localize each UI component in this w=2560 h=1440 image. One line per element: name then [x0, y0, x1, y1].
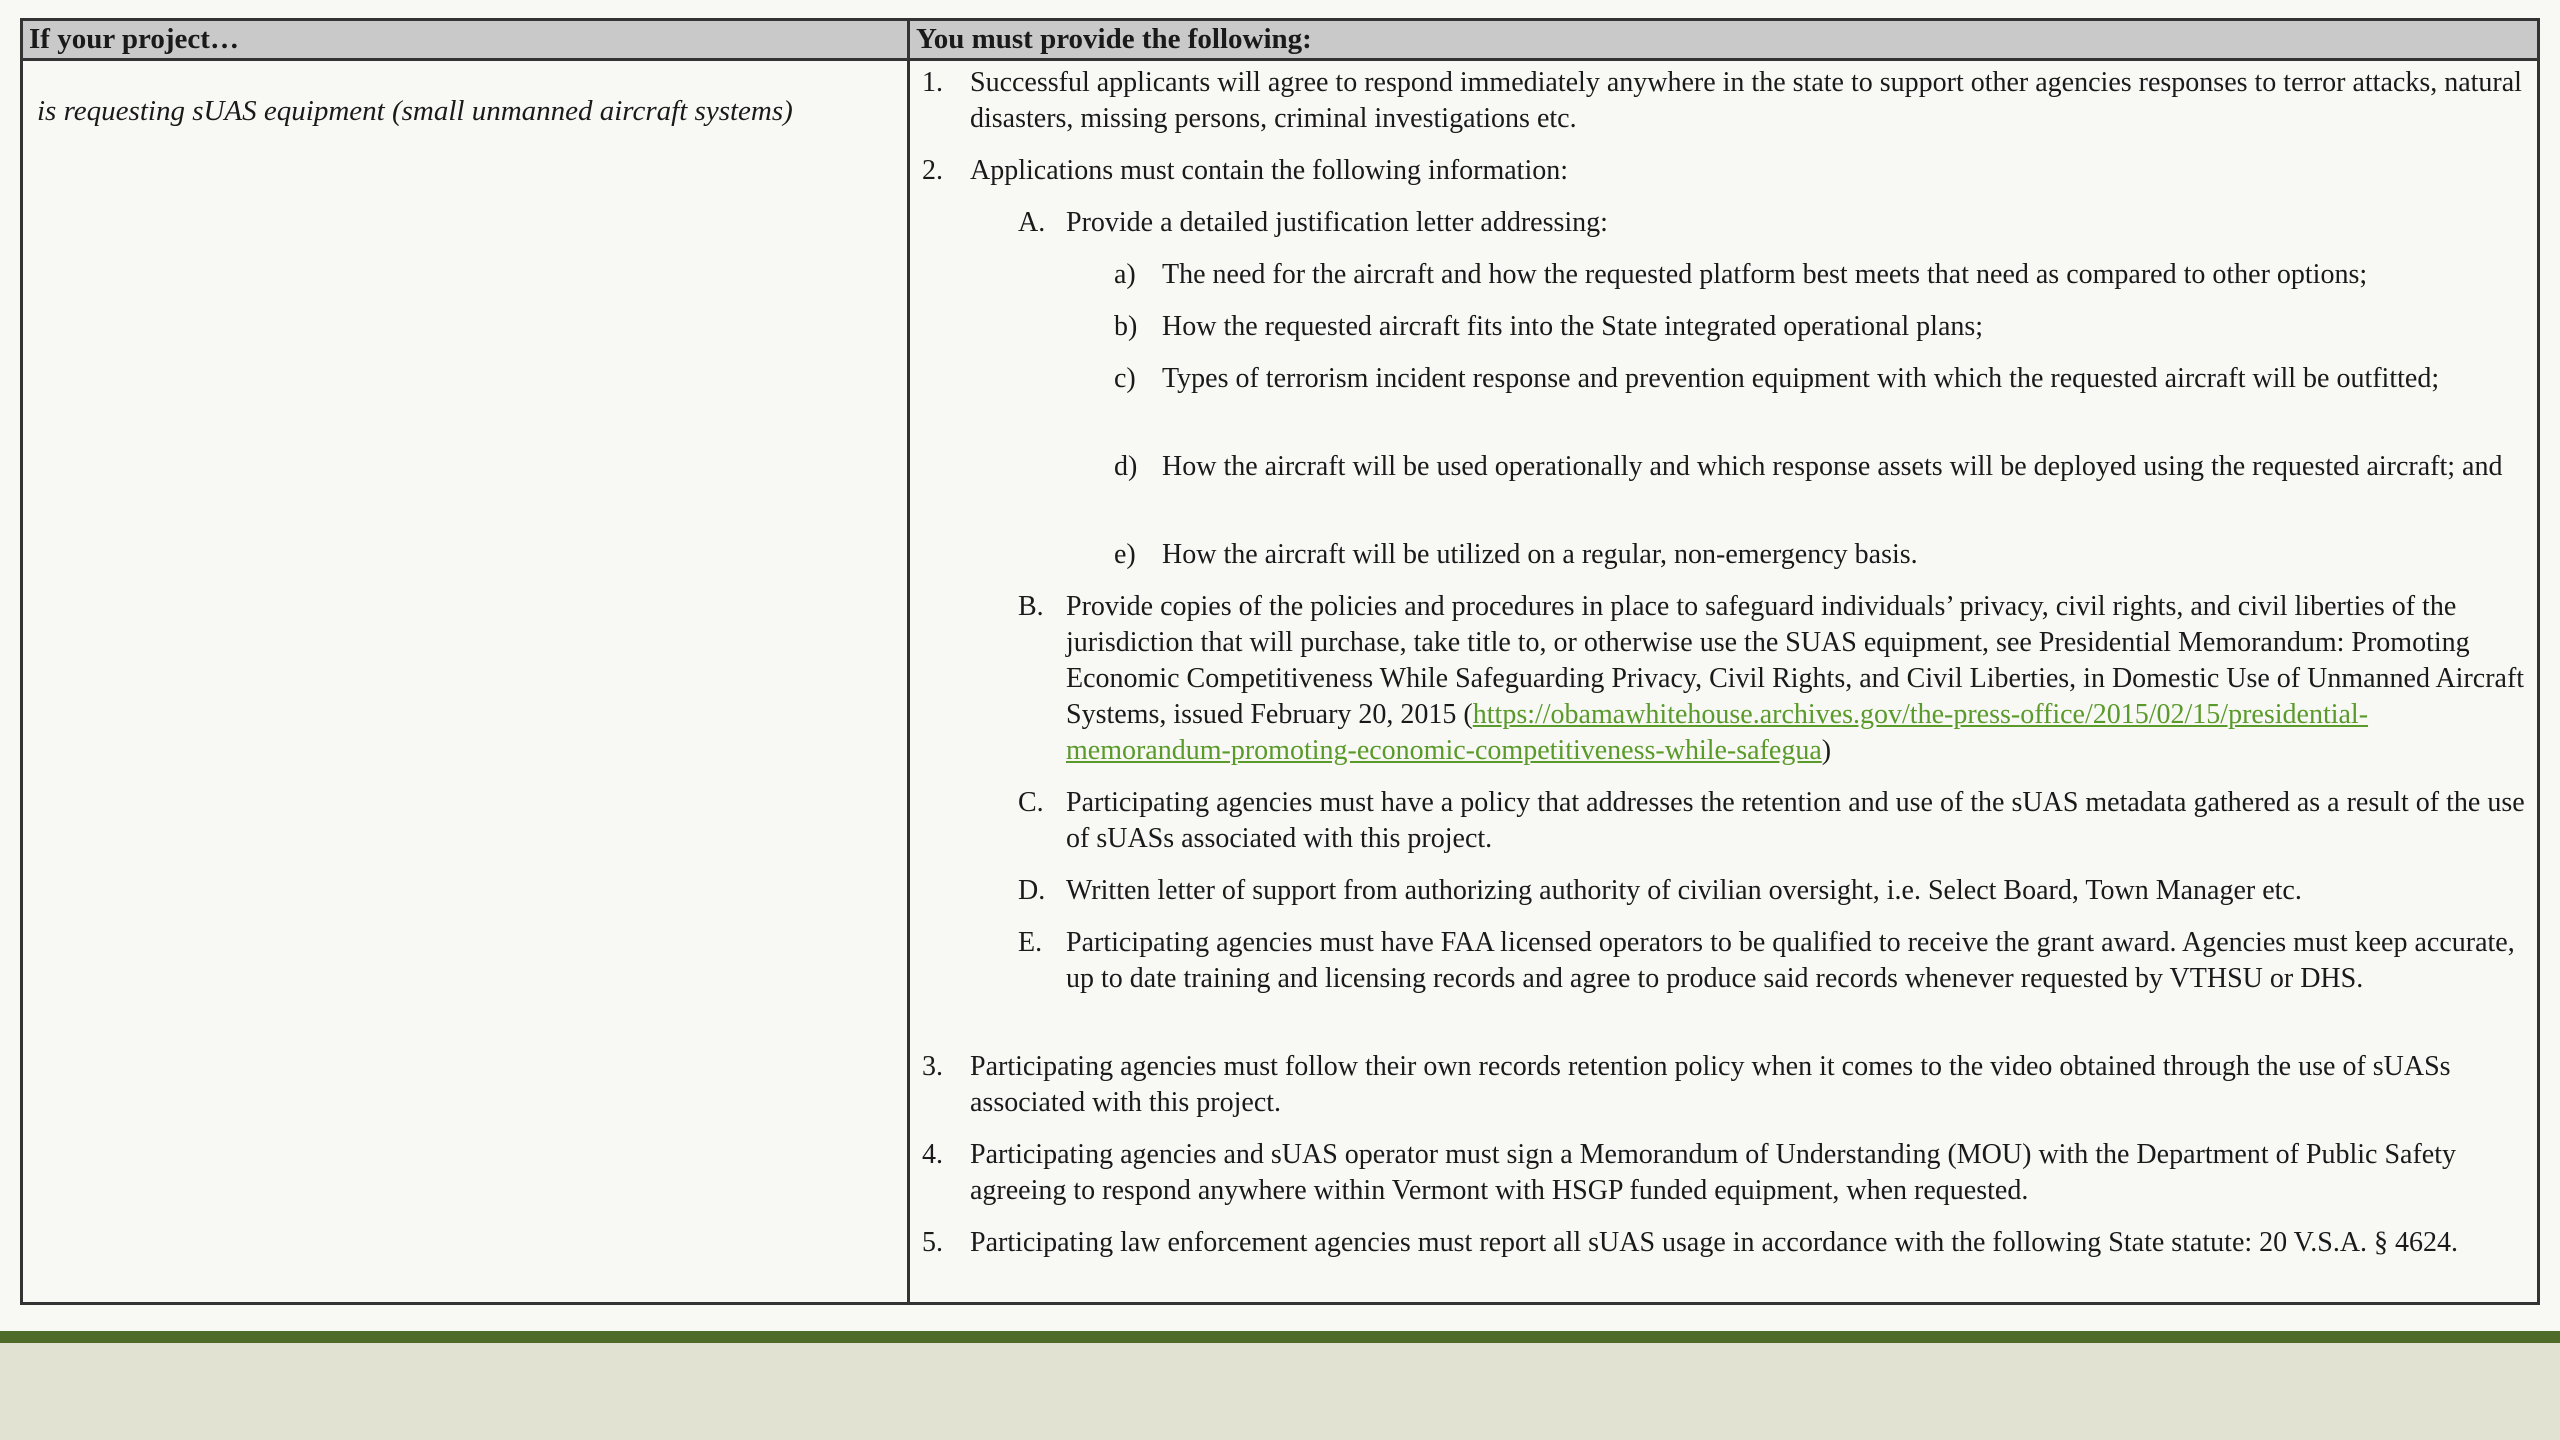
list-marker: a) [1114, 259, 1136, 290]
requirement-text: Types of terrorism incident response and prevention equipment with which the requested aircraft will be outfitted; [1162, 363, 2440, 394]
presidential-memorandum-link[interactable]: https://obamawhitehouse.archives.gov/the-press-office/2015/02/15/presidential-memorandum-promoting-economic-competitiveness-while-safegua [1066, 699, 2369, 766]
project-type-cell: is requesting sUAS equipment (small unmanned aircraft systems) [23, 61, 910, 1302]
list-marker: C. [1018, 787, 1044, 818]
requirement-2a-e [1114, 537, 2525, 573]
list-marker: 2. [922, 155, 943, 186]
list-marker: 3. [922, 1051, 943, 1082]
slide-footer-rule [0, 1331, 2560, 1343]
requirement-text: How the requested aircraft fits into the State integrated operational plans; [1162, 311, 1984, 342]
list-marker: D. [1018, 875, 1046, 906]
requirement-3 [922, 1049, 2525, 1121]
requirement-text: Participating agencies must have FAA licensed operators to be qualified to receive the grant award. Agencies must keep accurate, up to date training and licensing records and agree to produce said records whenever requested by VTHSU or DHS. [1066, 927, 2515, 994]
requirement-2a-c [1114, 361, 2525, 397]
requirement-2a [1018, 205, 2529, 241]
list-marker: e) [1114, 539, 1136, 570]
requirement-2c [1018, 785, 2529, 857]
requirement-2a-a [1114, 257, 2525, 293]
requirement-2d [1018, 873, 2529, 909]
list-marker: c) [1114, 363, 1136, 394]
table-header-row [23, 21, 2537, 61]
list-marker: B. [1018, 591, 1044, 622]
requirements-table [20, 18, 2540, 1305]
requirement-4 [922, 1137, 2525, 1209]
requirements-cell [910, 61, 2537, 1302]
requirement-2b-text: Provide copies of the policies and procedures in place to safeguard individuals’ privacy, civil rights, and civil liberties of the jurisdiction that will purchase, take title to, or otherwise use the SUAS equipment, see Presidential Memorandum: Promoting Economic Competitiveness While Safeguarding Privacy, Civil Rights, and Civil Liberties, in Domestic Use of Unmanned Aircraft Systems, issued February 20, 2015 ( [1066, 591, 2525, 730]
requirement-text: The need for the aircraft and how the requested platform best meets that need as compared to other options; [1162, 259, 2368, 290]
header-if-your-project: If your project… [23, 21, 910, 58]
requirement-text: Provide a detailed justification letter addressing: [1066, 207, 1608, 238]
requirement-text: Participating agencies must have a policy that addresses the retention and use of the sUAS metadata gathered as a result of the use of sUASs associated with this project. [1066, 787, 2525, 854]
header-you-must-provide: You must provide the following: [916, 23, 1312, 55]
requirement-2 [922, 153, 2525, 189]
requirement-text: Participating agencies and sUAS operator must sign a Memorandum of Understanding (MOU) with the Department of Public Safety agreeing to respond anywhere within Vermont with HSGP funded equipment, when requested. [970, 1139, 2457, 1206]
list-marker: d) [1114, 451, 1138, 482]
list-marker: E. [1018, 927, 1043, 958]
requirement-text [1066, 589, 2529, 769]
requirement-text: Successful applicants will agree to respond immediately anywhere in the state to support other agencies responses to terror attacks, natural disasters, missing persons, criminal investigations etc. [970, 67, 2522, 134]
requirement-text: Participating agencies must follow their own records retention policy when it comes to the video obtained through the use of sUASs associated with this project. [970, 1051, 2451, 1118]
list-marker: 1. [922, 67, 943, 98]
requirement-text: Written letter of support from authorizing authority of civilian oversight, i.e. Select Board, Town Manager etc. [1066, 875, 2302, 906]
list-marker: 5. [922, 1227, 943, 1258]
requirement-text: How the aircraft will be utilized on a regular, non-emergency basis. [1162, 539, 1918, 570]
closing-paren: ) [1821, 735, 1832, 766]
requirement-1 [922, 65, 2525, 137]
requirement-5 [922, 1225, 2525, 1261]
requirement-2a-b [1114, 309, 2525, 345]
requirement-2b [1018, 589, 2529, 769]
list-marker: A. [1018, 207, 1046, 238]
list-marker: 4. [922, 1139, 943, 1170]
list-marker: b) [1114, 311, 1138, 342]
requirement-text: Participating law enforcement agencies must report all sUAS usage in accordance with the following State statute: 20 V.S.A. § 4624. [970, 1227, 2459, 1258]
requirement-2a-d [1114, 449, 2525, 485]
table-body-row [23, 61, 2537, 1302]
requirement-text: How the aircraft will be used operationally and which response assets will be deployed using the requested aircraft; and [1162, 451, 2503, 482]
requirement-2e [1018, 925, 2529, 997]
slide-footer-band [0, 1331, 2560, 1440]
requirement-text: Applications must contain the following information: [970, 155, 1569, 186]
